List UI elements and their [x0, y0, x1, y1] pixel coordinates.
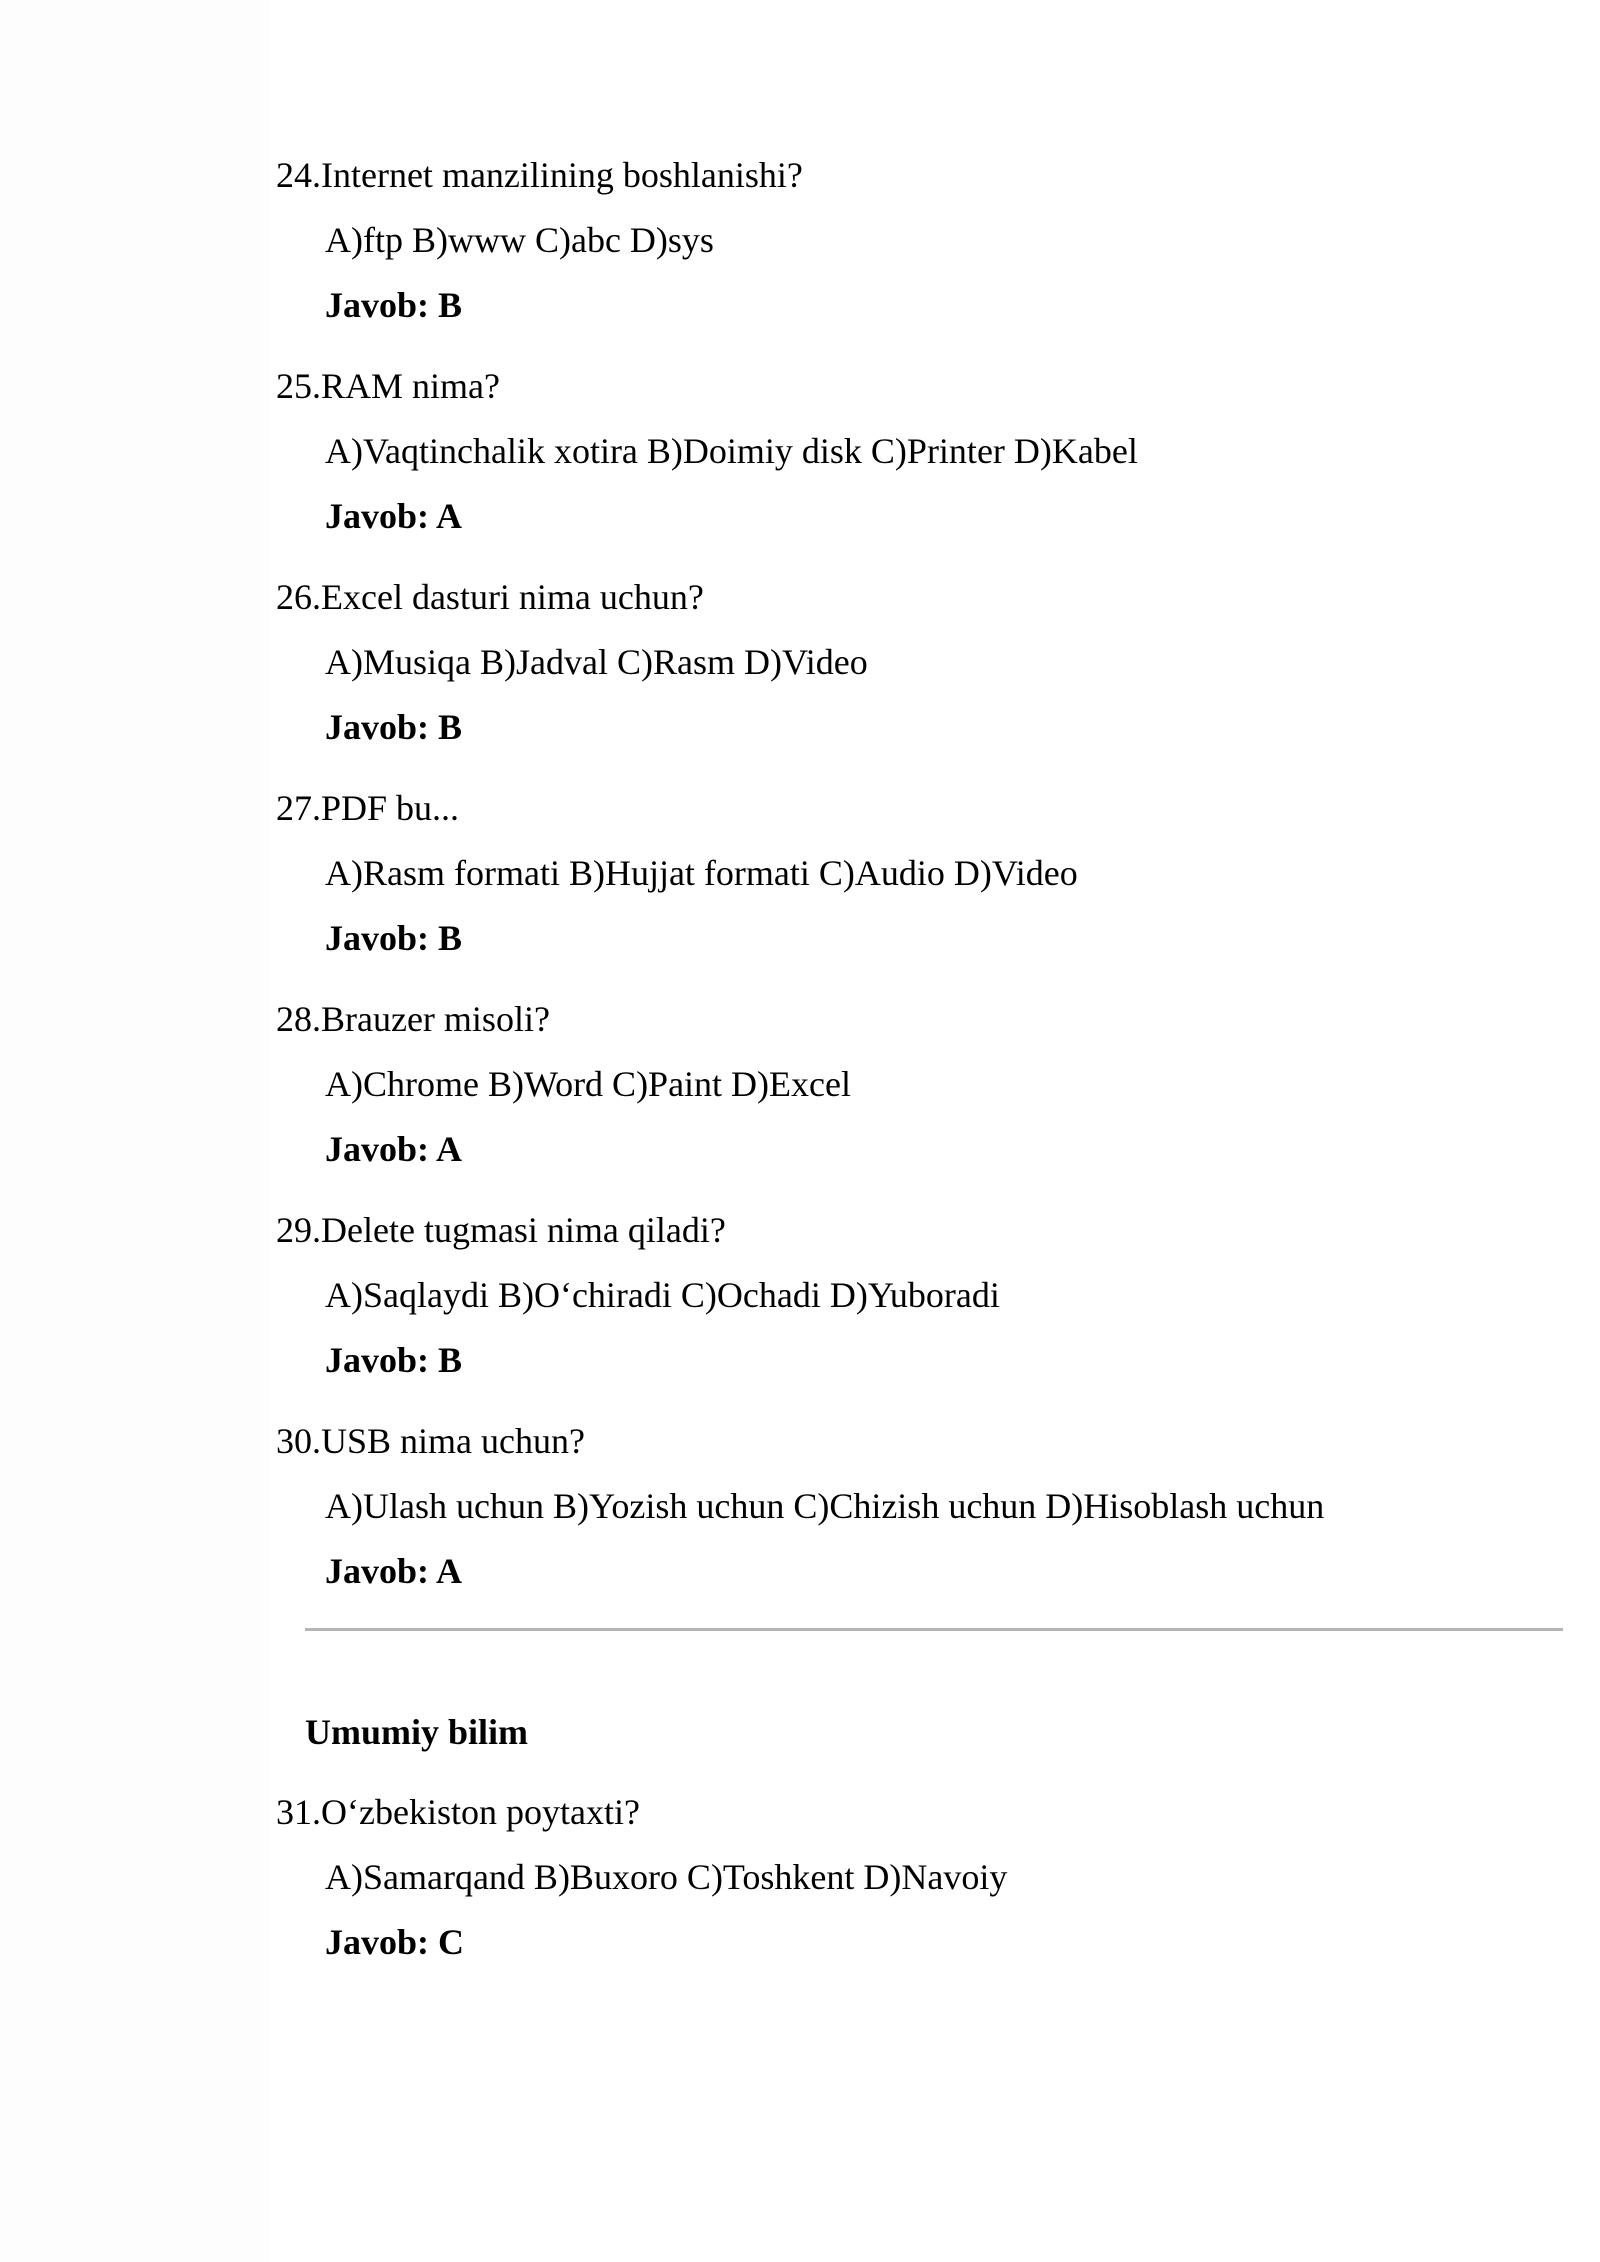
correct-answer: Javob: B — [325, 707, 463, 747]
question-item — [276, 356, 1566, 567]
question-text-line — [276, 1411, 1566, 1471]
question-item — [276, 1782, 1566, 1993]
question-text-line — [276, 989, 1566, 1049]
question-number: 31. — [276, 1792, 321, 1832]
question-item — [276, 1200, 1566, 1411]
question-list — [276, 145, 1566, 1622]
question-text: Brauzer misoli? — [321, 999, 550, 1039]
question-text: USB nima uchun? — [321, 1421, 585, 1461]
question-text-line — [276, 567, 1566, 627]
question-text-line — [276, 145, 1566, 205]
page-margin — [0, 0, 270, 2262]
question-text-line — [276, 1200, 1566, 1260]
answer-options: A)Musiqa B)Jadval C)Rasm D)Video — [325, 642, 868, 682]
question-number: 26. — [276, 577, 321, 617]
question-item — [276, 145, 1566, 356]
question-text-line — [276, 1782, 1566, 1842]
question-item — [276, 1411, 1566, 1622]
question-number: 27. — [276, 788, 321, 828]
correct-answer: Javob: A — [325, 1129, 463, 1169]
horizontal-divider — [305, 1628, 1563, 1631]
question-item — [276, 778, 1566, 989]
question-text: O‘zbekiston poytaxti? — [321, 1792, 640, 1832]
answer-options: A)Samarqand B)Buxoro C)Toshkent D)Navoiy — [325, 1857, 1008, 1897]
question-text-line — [276, 356, 1566, 416]
question-item — [276, 989, 1566, 1200]
question-item — [276, 567, 1566, 778]
question-number: 25. — [276, 366, 321, 406]
answer-options: A)Rasm formati B)Hujjat formati C)Audio D)Video — [325, 853, 1078, 893]
question-text: PDF bu... — [321, 788, 460, 828]
answer-options: A)Saqlaydi B)O‘chiradi C)Ochadi D)Yuboradi — [325, 1275, 1000, 1315]
correct-answer: Javob: B — [325, 285, 463, 325]
section-question-list — [276, 1782, 1566, 1993]
section-heading: Umumiy bilim — [305, 1712, 529, 1752]
correct-answer: Javob: C — [325, 1922, 465, 1962]
question-number: 29. — [276, 1210, 321, 1250]
question-text: Delete tugmasi nima qiladi? — [321, 1210, 726, 1250]
answer-options: A)Vaqtinchalik xotira B)Doimiy disk C)Printer D)Kabel — [325, 431, 1138, 471]
correct-answer: Javob: A — [325, 496, 463, 536]
question-text: Excel dasturi nima uchun? — [321, 577, 704, 617]
question-number: 30. — [276, 1421, 321, 1461]
answer-options: A)Chrome B)Word C)Paint D)Excel — [325, 1064, 851, 1104]
question-text: RAM nima? — [321, 366, 500, 406]
question-text-line — [276, 778, 1566, 838]
correct-answer: Javob: B — [325, 918, 463, 958]
question-number: 24. — [276, 155, 321, 195]
question-number: 28. — [276, 999, 321, 1039]
answer-options: A)Ulash uchun B)Yozish uchun C)Chizish uchun D)Hisoblash uchun — [325, 1486, 1325, 1526]
correct-answer: Javob: B — [325, 1340, 463, 1380]
answer-options: A)ftp B)www C)abc D)sys — [325, 220, 714, 260]
question-text: Internet manzilining boshlanishi? — [321, 155, 803, 195]
correct-answer: Javob: A — [325, 1551, 463, 1591]
